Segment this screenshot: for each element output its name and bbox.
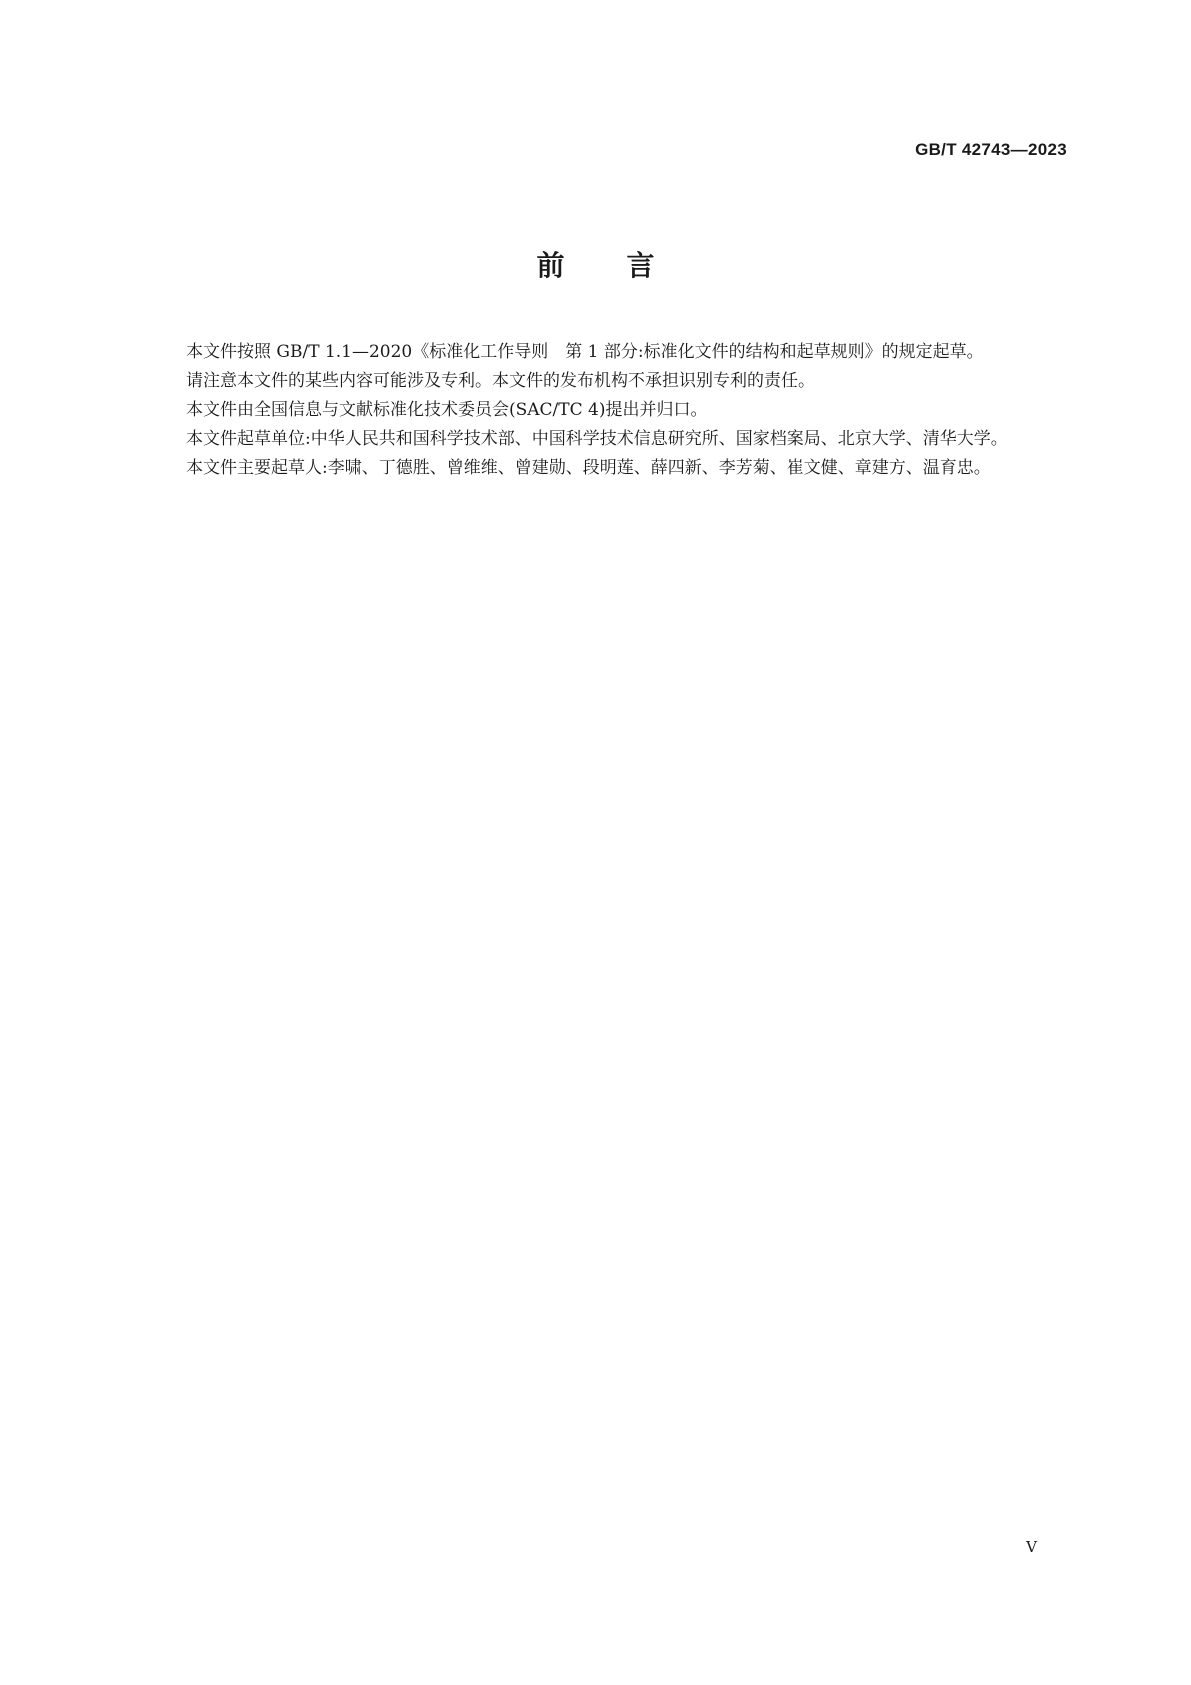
page-number: V [1026,1538,1037,1556]
paragraph-drafting-units: 本文件起草单位:中华人民共和国科学技术部、中国科学技术信息研究所、国家档案局、北京大学、清华大学。 [186,429,1008,449]
paragraph-drafting-rules: 本文件按照 GB/T 1.1—2020《标准化工作导则 第 1 部分:标准化文件的结构和起草规则》的规定起草。 [186,342,984,362]
paragraph-patent-notice: 请注意本文件的某些内容可能涉及专利。本文件的发布机构不承担识别专利的责任。 [186,371,815,391]
paragraph-proposer: 本文件由全国信息与文献标准化技术委员会(SAC/TC 4)提出并归口。 [186,400,708,420]
paragraph-drafters: 本文件主要起草人:李啸、丁德胜、曾维维、曾建勋、段明莲、薛四新、李芳菊、崔文健、章建方、温育忠。 [186,458,991,478]
page-title: 前言 [536,249,717,282]
preface-body [144,338,1066,483]
standard-code: GB/T 42743—2023 [915,140,1067,159]
